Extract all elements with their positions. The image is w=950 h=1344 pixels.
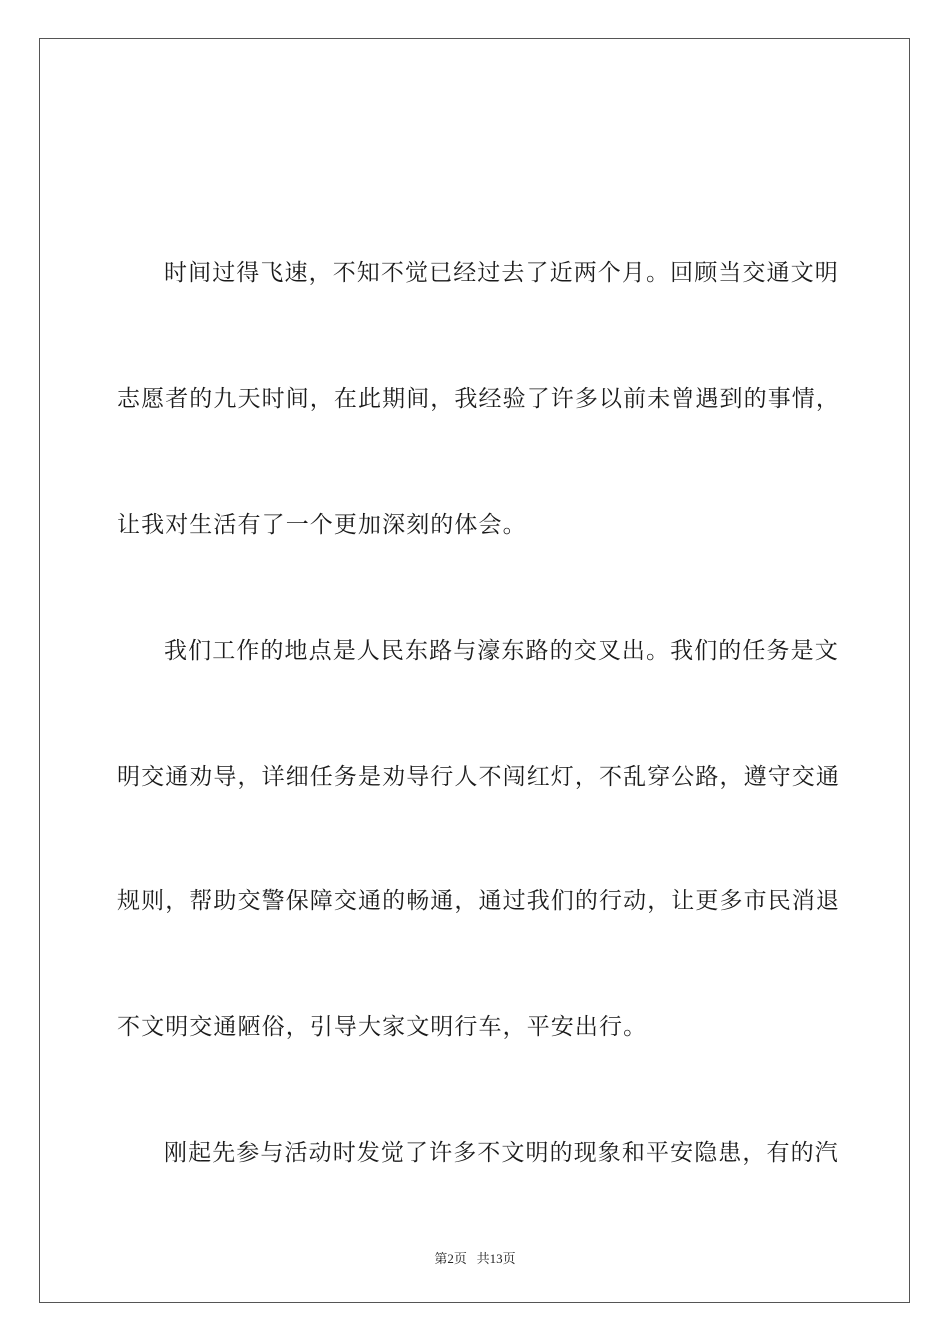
paragraph-2-line-2: 明交通劝导，详细任务是劝导行人不闯红灯，不乱穿公路，遵守交通 [117, 764, 840, 790]
page-footer [0, 1248, 950, 1267]
paragraph-2-line-3: 规则，帮助交警保障交通的畅通，通过我们的行动，让更多市民消退 [117, 888, 840, 914]
paragraph-3-line-1: 刚起先参与活动时发觉了许多不文明的现象和平安隐患，有的汽 [164, 1140, 839, 1166]
paragraph-2-line-1: 我们工作的地点是人民东路与濠东路的交叉出。我们的任务是文 [164, 638, 839, 664]
paragraph-2-line-4: 不文明交通陋俗，引导大家文明行车，平安出行。 [117, 1014, 648, 1040]
paragraph-1-line-3: 让我对生活有了一个更加深刻的体会。 [117, 512, 527, 538]
paragraph-1-line-1: 时间过得飞速，不知不觉已经过去了近两个月。回顾当交通文明 [164, 260, 839, 286]
paragraph-1-line-2: 志愿者的九天时间，在此期间，我经验了许多以前未曾遇到的事情， [117, 386, 840, 412]
page-number: 第2页 [434, 1251, 467, 1266]
page-total: 共13页 [476, 1251, 516, 1266]
page-border [39, 38, 910, 1303]
